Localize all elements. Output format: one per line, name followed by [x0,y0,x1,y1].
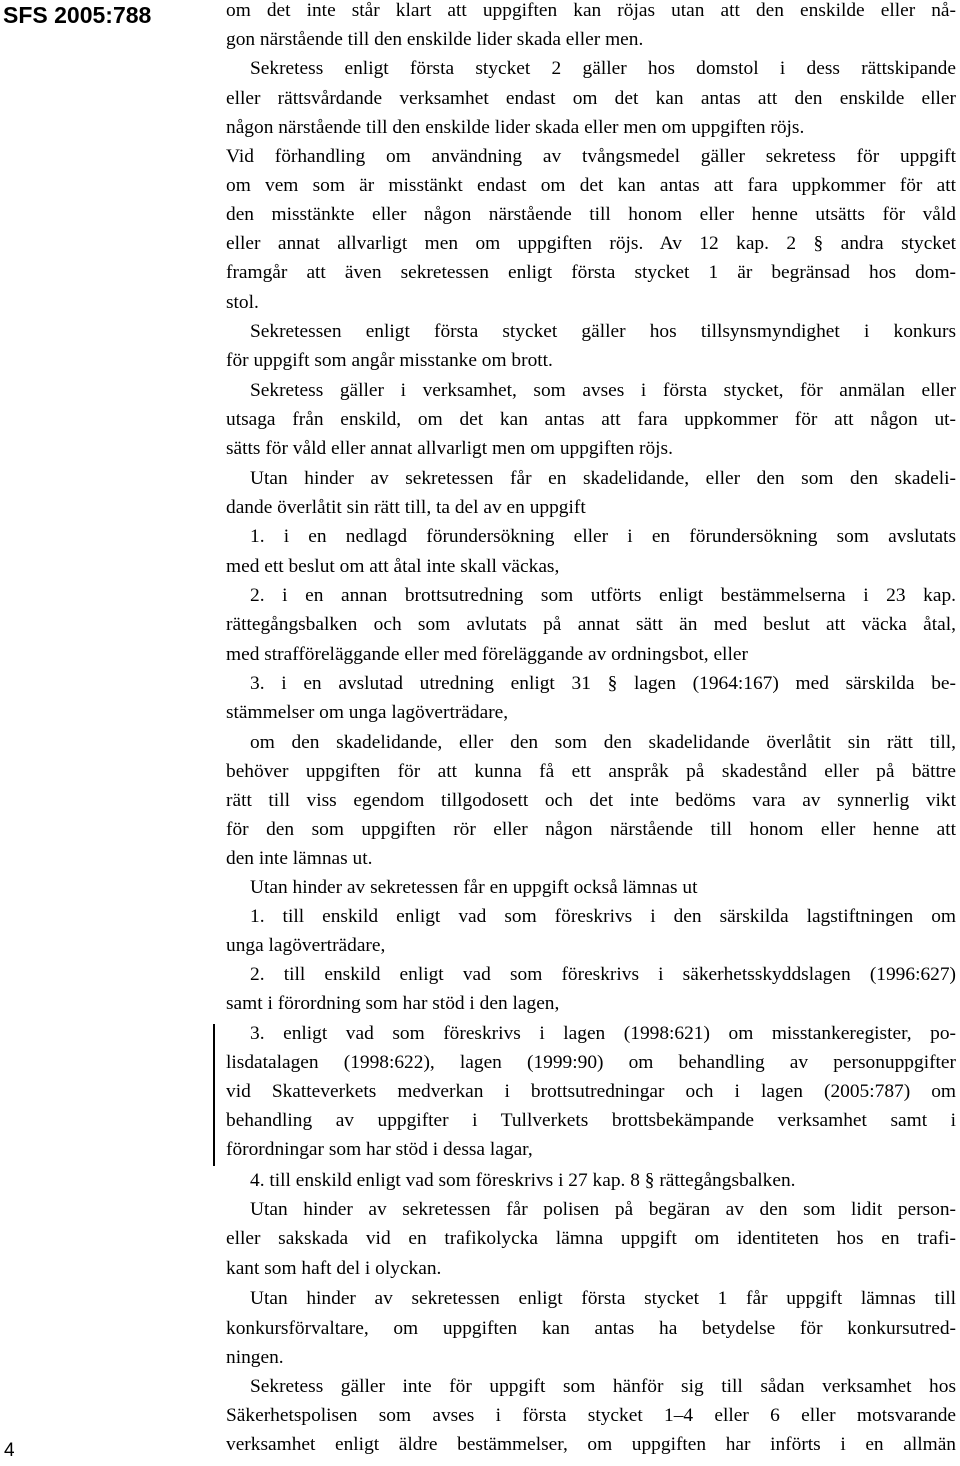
text-line: Sekretess gäller inte för uppgift som hänför sig till sådan verksamhet hos [250,1376,956,1397]
text-line: förordningar som har stöd i dessa lagar, [226,1139,533,1160]
text-line: kant som haft del i olyckan. [226,1258,442,1279]
text-line: 2. till enskild enligt vad som föreskrivs i säkerhetsskyddslagen (1996:627) [250,964,956,985]
text-line: Utan hinder av sekretessen enligt första stycket 1 får uppgift lämnas till [250,1288,956,1309]
text-line: Utan hinder av sekretessen får en uppgift också lämnas ut [250,877,698,898]
text-line: Utan hinder av sekretessen får en skadelidande, eller den som den skadeli- [250,468,956,489]
text-line: om den skadelidande, eller den som den skadelidande överlåtit sin rätt till, [250,732,956,753]
text-line: 1. till enskild enligt vad som föreskrivs i den särskilda lagstiftningen om [250,906,956,927]
text-line: eller sakskada vid en trafikolycka lämna uppgift om identiteten hos en trafi- [226,1228,956,1249]
text-line: för uppgift som angår misstanke om brott. [226,350,553,371]
text-line: gon närstående till den enskilde lider skada eller men. [226,29,644,50]
text-line: sätts för våld eller annat allvarligt men om uppgiften röjs. [226,438,673,459]
text-line: 2. i en annan brottsutredning som utförts enligt bestämmelserna i 23 kap. [250,585,956,606]
text-line: dande överlåtit sin rätt till, ta del av en uppgift [226,497,586,518]
text-line: lisdatalagen (1998:622), lagen (1999:90) om behandling av personuppgifter [226,1052,956,1073]
change-bar [213,1024,215,1166]
text-line: behandling av uppgifter i Tullverkets brottsbekämpande verksamhet samt i [226,1110,956,1131]
text-line: för den som uppgiften rör eller någon närstående till honom eller henne att [226,819,956,840]
text-line: 1. i en nedlagd förundersökning eller i en förundersökning som avslutats [250,526,956,547]
text-line: Sekretess gäller i verksamhet, som avses i första stycket, för anmälan eller [250,380,956,401]
text-line: med strafföreläggande eller med föreläggande av ordningsbot, eller [226,644,748,665]
text-line: unga lagöverträdare, [226,935,386,956]
text-line: stol. [226,292,259,313]
page-number: 4 [4,1440,15,1461]
text-line: Vid förhandling om användning av tvångsmedel gäller sekretess för uppgift [226,146,956,167]
text-line: vid Skatteverkets medverkan i brottsutredningar och i lagen (2005:787) om [226,1081,956,1102]
text-line: om det inte står klart att uppgiften kan röjas utan att den enskilde eller nå- [226,0,956,21]
text-line: samt i förordning som har stöd i den lagen, [226,993,560,1014]
text-line: 3. i en avslutad utredning enligt 31 § lagen (1964:167) med särskilda be- [250,673,956,694]
text-line: utsaga från enskild, om det kan antas att fara uppkommer för att någon ut- [226,409,956,430]
text-line: Säkerhetspolisen som avses i första stycket 1–4 eller 6 eller motsvarande [226,1405,956,1426]
text-line: eller annat allvarligt men om uppgiften röjs. Av 12 kap. 2 § andra stycket [226,233,956,254]
text-line: 4. till enskild enligt vad som föreskrivs i 27 kap. 8 § rättegångsbalken. [250,1170,796,1191]
text-line: någon närstående till den enskilde lider skada eller men om uppgiften röjs. [226,117,805,138]
text-line: Sekretessen enligt första stycket gäller hos tillsynsmyndighet i konkurs [250,321,956,342]
text-line: rätt till viss egendom tillgodosett och det inte bedöms vara av synnerlig vikt [226,790,956,811]
text-line: Sekretess enligt första stycket 2 gäller hos domstol i dess rättskipande [250,58,956,79]
text-line: Utan hinder av sekretessen får polisen på begäran av den som lidit person- [250,1199,956,1220]
text-line: verksamhet enligt äldre bestämmelser, om uppgiften har införts i en allmän [226,1434,956,1455]
text-line: stämmelser om unga lagöverträdare, [226,702,509,723]
text-line: ningen. [226,1347,284,1368]
text-line: framgår att även sekretessen enligt första stycket 1 är begränsad hos dom- [226,262,956,283]
text-line: 3. enligt vad som föreskrivs i lagen (1998:621) om misstankeregister, po- [250,1023,956,1044]
text-line: den misstänkte eller någon närstående till honom eller henne utsätts för våld [226,204,956,225]
text-line: med ett beslut om att åtal inte skall väckas, [226,556,560,577]
text-line: rättegångsbalken och som avlutats på annat sätt än med beslut att väcka åtal, [226,614,956,635]
text-line: eller rättsvårdande verksamhet endast om det kan antas att den enskilde eller [226,88,956,109]
text-line: behöver uppgiften för att kunna få ett anspråk på skadestånd eller på bättre [226,761,956,782]
text-line: den inte lämnas ut. [226,848,373,869]
text-line: om vem som är misstänkt endast om det kan antas att fara uppkommer för att [226,175,956,196]
document-id: SFS 2005:788 [3,2,152,28]
text-line: konkursförvaltare, om uppgiften kan antas ha betydelse för konkursutred- [226,1318,956,1339]
